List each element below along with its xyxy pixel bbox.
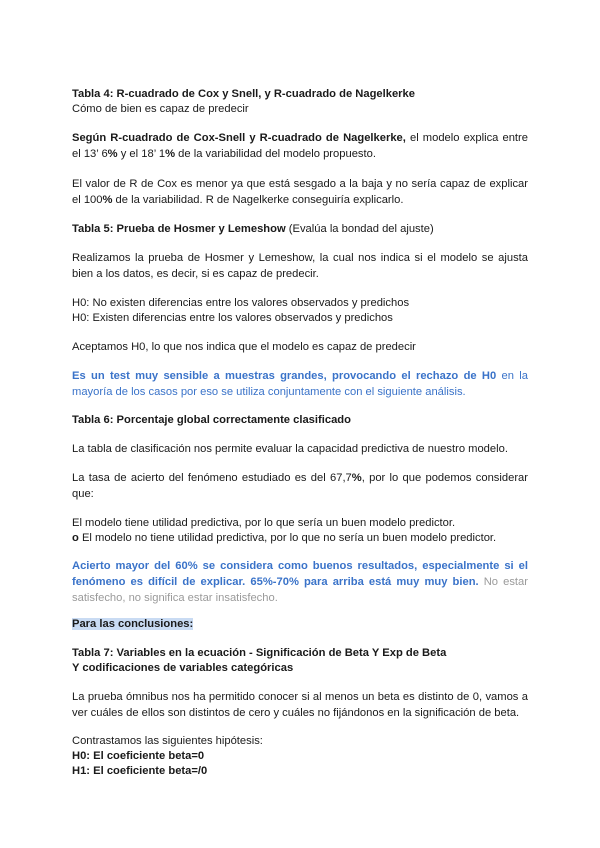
table4-title: Tabla 4: R-cuadrado de Cox y Snell, y R-cuadrado de Nagelkerke <box>72 88 415 100</box>
table5-title: Tabla 5: Prueba de Hosmer y Lemeshow <box>72 223 286 235</box>
accuracy-text-a: La tasa de acierto del fenómeno estudiado es del 67,7 <box>72 472 352 484</box>
hypothesis-beta-h0: H0: El coeficiente beta=0 <box>72 750 205 762</box>
option-or: o <box>72 532 79 544</box>
accuracy-note-grey: No estar satisfecho, no significa estar insatisfecho. <box>72 576 528 604</box>
accuracy-note-bold: Acierto mayor del 60% se considera como buenos resultados, especialmente si el fenómeno es difícil de explicar. 65%-70% para arriba está muy muy bien. <box>72 560 528 588</box>
pct-symbol: % <box>351 472 362 484</box>
option-not-useful <box>72 530 496 546</box>
nagelkerke-paragraph <box>72 130 528 162</box>
nagelkerke-text-b: y el 18’ 1 <box>117 148 166 160</box>
hypothesis-h0: H0: No existen diferencias entre los valores observados y predichos <box>72 297 410 309</box>
table7-title: Tabla 7: Variables en la ecuación - Significación de Beta Y Exp de Beta <box>72 647 447 659</box>
accept-h0: Aceptamos H0, lo que nos indica que el modelo es capaz de predecir <box>72 341 416 353</box>
cox-paragraph <box>72 176 528 208</box>
table6-title: Tabla 6: Porcentaje global correctamente clasificado <box>72 414 351 426</box>
hypothesis-beta-h1: H1: El coeficiente beta=/0 <box>72 765 208 777</box>
table5-note: (Evalúa la bondad del ajuste) <box>285 223 434 235</box>
accuracy-paragraph <box>72 470 528 502</box>
accuracy-text-b: , por lo que podemos considerar que: <box>72 472 528 500</box>
sensitivity-note <box>72 368 528 400</box>
accuracy-note <box>72 558 528 606</box>
pct-symbol: % <box>165 148 176 160</box>
pct-symbol: % <box>107 148 118 160</box>
nagelkerke-bold: Según R-cuadrado de Cox-Snell y R-cuadrado de Nagelkerke, <box>72 132 406 144</box>
option-not-useful-text: El modelo no tiene utilidad predictiva, por lo que no sería un buen modelo predictor. <box>78 532 497 544</box>
table7-subtitle: Y codificaciones de variables categóricas <box>72 662 294 674</box>
table4-subtitle: Cómo de bien es capaz de predecir <box>72 103 249 115</box>
sensitivity-rest: en la mayoría de los casos por eso se utiliza conjuntamente con el siguiente análisis. <box>72 370 528 398</box>
conclusions-label: Para las conclusiones: <box>72 618 194 630</box>
omnibus-paragraph: La prueba ómnibus nos ha permitido conocer si al menos un beta es distinto de 0, vamos a ver cuáles de ellos son distintos de cero y cuáles no fijándonos en la significación de beta. <box>72 691 528 719</box>
cox-text-b: de la variabilidad. R de Nagelkerke conseguiría explicarlo. <box>112 194 404 206</box>
sensitivity-bold: Es un test muy sensible a muestras grandes, provocando el rechazo de H0 <box>72 370 497 382</box>
option-useful: El modelo tiene utilidad predictiva, por lo que sería un buen modelo predictor. <box>72 517 456 529</box>
classification-paragraph: La tabla de clasificación nos permite evaluar la capacidad predictiva de nuestro modelo. <box>72 443 508 455</box>
nagelkerke-text-c: de la variabilidad del modelo propuesto. <box>175 148 376 160</box>
nagelkerke-text-a: el modelo explica entre el 13’ 6 <box>72 132 528 160</box>
conclusions-heading <box>72 616 193 632</box>
hosmer-paragraph: Realizamos la prueba de Hosmer y Lemeshow, la cual nos indica si el modelo se ajusta bien a los datos, es decir, si es capaz de predecir. <box>72 252 528 280</box>
cox-text-a: El valor de R de Cox es menor ya que está sesgado a la baja y no sería capaz de explicar el 100 <box>72 178 528 206</box>
pct-symbol: % <box>102 194 113 206</box>
table5-heading <box>72 221 434 237</box>
hypothesis-h0-alt: H0: Existen diferencias entre los valores observados y predichos <box>72 312 393 324</box>
contrast-intro: Contrastamos las siguientes hipótesis: <box>72 735 263 747</box>
